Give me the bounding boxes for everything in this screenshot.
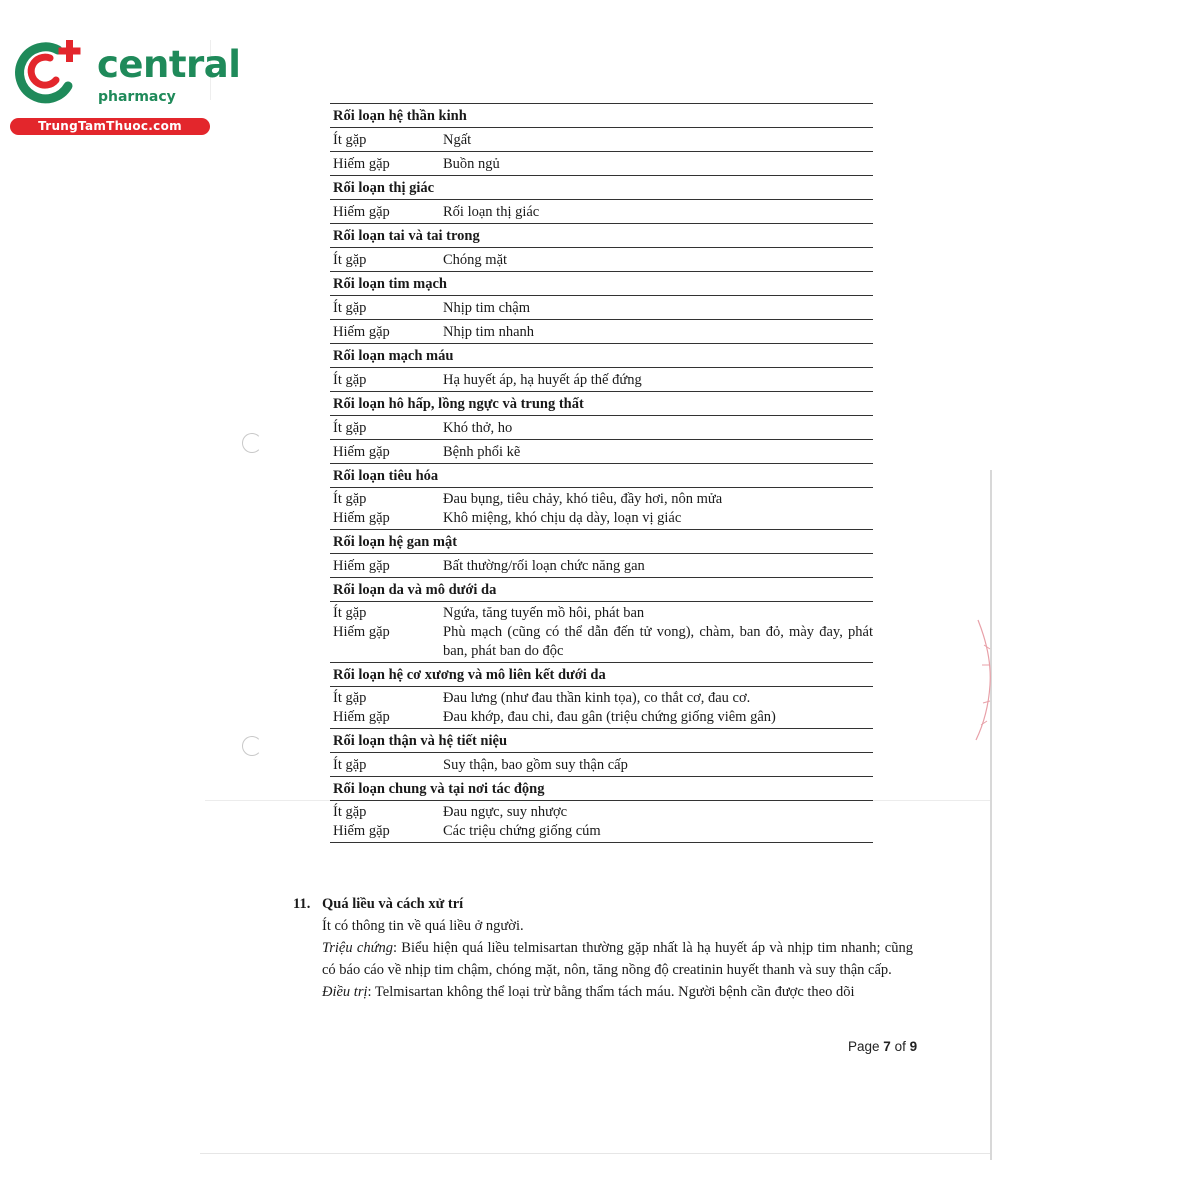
effect-cell: Suy thận, bao gồm suy thận cấp [443,757,628,773]
effect-cell: Khô miệng, khó chịu dạ dày, loạn vị giác [443,510,682,526]
table-row-container [330,554,873,578]
frequency-cell: Hiếm gặp [333,444,390,460]
table-row [333,131,873,150]
table-row-container [330,248,873,272]
effect-cell: Bệnh phổi kẽ [443,444,521,460]
frequency-cell: Ít gặp [333,690,367,706]
effect-cell: Khó thở, ho [443,420,513,436]
treatment-label: Điều trị [322,984,368,1000]
frequency-cell: Hiếm gặp [333,156,390,172]
frequency-cell: Ít gặp [333,132,367,148]
table-row [333,203,873,222]
section-title [293,893,913,915]
table-section-header: Rối loạn hệ gan mật [330,530,873,554]
table-row [333,323,873,342]
table-row [333,509,873,528]
frequency-cell: Hiếm gặp [333,624,390,640]
section-number: 11. [293,896,311,912]
symptoms-text: : Biểu hiện quá liều telmisartan thường gặp nhất là hạ huyết áp và nhịp tim nhanh; cũng có báo cáo về nhịp tim chậm, chóng mặt, nôn, tăng nồng độ creatinin huyết thanh và suy thận cấp. [322,940,913,978]
page-of: of [894,1039,906,1054]
effect-cell: Nhịp tim nhanh [443,324,535,340]
table-row-group [330,687,873,729]
table-row-group [330,801,873,843]
table-row [333,443,873,462]
table-section-header: Rối loạn da và mô dưới da [330,578,873,602]
table-row [333,822,873,841]
page-current: 7 [883,1039,891,1054]
table-section-header: Rối loạn tim mạch [330,272,873,296]
logo-subtitle: pharmacy [98,89,176,105]
table-row [333,155,873,174]
frequency-cell: Ít gặp [333,300,367,316]
treatment-text: : Telmisartan không thể loại trừ bằng thẩm tách máu. Người bệnh cần được theo dõi [367,984,855,1000]
table-section-header: Rối loạn tai và tai trong [330,224,873,248]
table-row [333,623,873,661]
section-title-text: Quá liều và cách xử trí [322,896,464,912]
table-section-header: Rối loạn hệ cơ xương và mô liên kết dưới da [330,663,873,687]
overdose-section [293,893,913,1003]
sheet-edge [200,1153,990,1154]
treatment-paragraph [322,981,913,1003]
effect-cell: Phù mạch (cũng có thể dẫn đến tử vong), chàm, ban đỏ, mày đay, phát ban, phát ban do độc [443,624,873,659]
symptoms-paragraph [322,937,913,981]
effect-cell: Đau khớp, đau chi, đau gân (triệu chứng giống viêm gân) [443,709,776,725]
stamp-fragment [970,615,996,745]
table-row [333,299,873,318]
table-row-container [330,440,873,464]
table-row [333,689,873,708]
table-row-container [330,753,873,777]
frequency-cell: Ít gặp [333,252,367,268]
effect-cell: Đau lưng (như đau thần kinh tọa), co thắt cơ, đau cơ. [443,690,751,706]
logo-website: TrungTamThuoc.com [10,118,210,135]
table-section-header: Rối loạn mạch máu [330,344,873,368]
section-intro: Ít có thông tin về quá liều ở người. [322,918,524,934]
frequency-cell: Ít gặp [333,804,367,820]
logo-brand: central [97,43,241,86]
effect-cell: Hạ huyết áp, hạ huyết áp thế đứng [443,372,642,388]
table-section-header: Rối loạn thận và hệ tiết niệu [330,729,873,753]
effect-cell: Đau ngực, suy nhược [443,804,568,820]
frequency-cell: Ít gặp [333,491,367,507]
frequency-cell: Hiếm gặp [333,510,390,526]
table-row [333,371,873,390]
table-row-container [330,368,873,392]
effect-cell: Nhịp tim chậm [443,300,530,316]
frequency-cell: Ít gặp [333,372,367,388]
frequency-cell: Ít gặp [333,605,367,621]
symptoms-label: Triệu chứng [322,940,393,956]
table-row [333,557,873,576]
table-row-container [330,152,873,176]
table-section-header: Rối loạn hệ thần kinh [330,104,873,128]
logo-mark-icon [10,36,92,106]
effect-cell: Bất thường/rối loạn chức năng gan [443,558,645,574]
page-prefix: Page [848,1039,880,1054]
table-section-header: Rối loạn hô hấp, lồng ngực và trung thất [330,392,873,416]
effect-cell: Ngất [443,132,472,148]
effect-cell: Đau bụng, tiêu chảy, khó tiêu, đầy hơi, nôn mửa [443,491,723,507]
table-section-header: Rối loạn thị giác [330,176,873,200]
effect-cell: Ngứa, tăng tuyến mồ hôi, phát ban [443,605,645,621]
effect-cell: Chóng mặt [443,252,508,268]
table-row-group [330,488,873,530]
adverse-effects-table [330,103,873,843]
table-row [333,419,873,438]
pharmacy-logo[interactable] [10,36,241,136]
table-row [333,756,873,775]
frequency-cell: Ít gặp [333,420,367,436]
table-row-container [330,128,873,152]
frequency-cell: Hiếm gặp [333,204,390,220]
punch-hole [242,736,262,756]
table-row [333,803,873,822]
table-row-container [330,200,873,224]
table-row [333,251,873,270]
frequency-cell: Hiếm gặp [333,558,390,574]
sheet-edge [990,470,992,1160]
effect-cell: Rối loạn thị giác [443,204,540,220]
punch-hole [242,433,262,453]
effect-cell: Các triệu chứng giống cúm [443,823,601,839]
frequency-cell: Ít gặp [333,757,367,773]
table-section-header: Rối loạn chung và tại nơi tác động [330,777,873,801]
frequency-cell: Hiếm gặp [333,823,390,839]
table-row [333,708,873,727]
page-total: 9 [909,1039,918,1054]
table-row-container [330,320,873,344]
table-row [333,604,873,623]
frequency-cell: Hiếm gặp [333,709,390,725]
table-row-container [330,416,873,440]
table-row-group [330,602,873,663]
table-section-header: Rối loạn tiêu hóa [330,464,873,488]
page-number [848,1039,917,1054]
table-row [333,490,873,509]
effect-cell: Buồn ngủ [443,156,500,172]
frequency-cell: Hiếm gặp [333,324,390,340]
table-row-container [330,296,873,320]
